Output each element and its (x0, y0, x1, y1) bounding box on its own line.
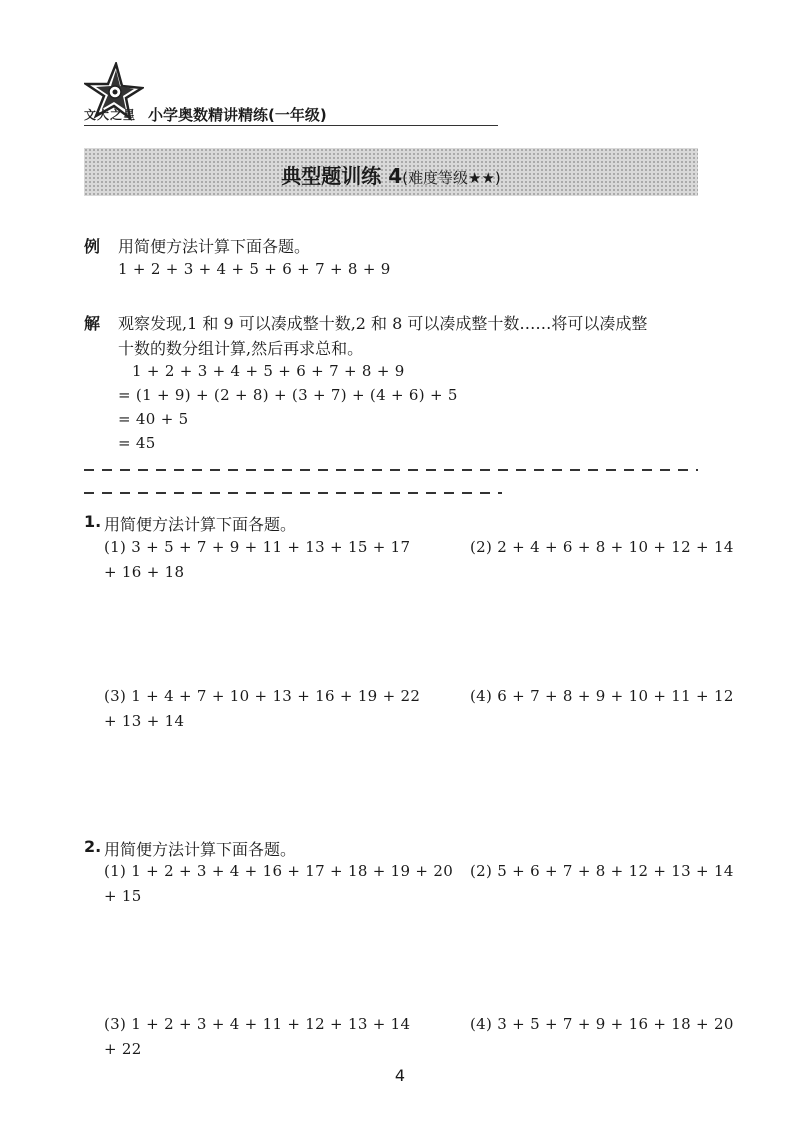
difficulty-level: (难度等级★★) (402, 169, 501, 187)
banner-title: 典型题训练 4 (281, 164, 403, 188)
solution-step: = 45 (118, 434, 156, 452)
question-1-number: 1. (84, 512, 102, 531)
book-title: 小学奥数精讲精练(一年级) (148, 106, 327, 124)
q1-problem-3-cont: + 13 + 14 (104, 712, 185, 730)
question-2-prompt: 用简便方法计算下面各题。 (104, 840, 297, 859)
example-question: 用简便方法计算下面各题。 (118, 237, 311, 256)
example-expression: 1 + 2 + 3 + 4 + 5 + 6 + 7 + 8 + 9 (118, 260, 391, 278)
question-1-prompt: 用简便方法计算下面各题。 (104, 515, 297, 534)
section-banner (84, 148, 698, 196)
q2-problem-4: (4) 3 + 5 + 7 + 9 + 16 + 18 + 20 (470, 1015, 734, 1033)
solution-step: = 40 + 5 (118, 410, 189, 428)
q1-problem-1-cont: + 16 + 18 (104, 563, 185, 581)
q2-problem-3-cont: + 22 (104, 1040, 142, 1058)
q1-problem-2: (2) 2 + 4 + 6 + 8 + 10 + 12 + 14 (470, 538, 734, 556)
q2-problem-2: (2) 5 + 6 + 7 + 8 + 12 + 13 + 14 (470, 862, 734, 880)
solution-step: = (1 + 9) + (2 + 8) + (3 + 7) + (4 + 6) + 5 (118, 386, 458, 404)
solution-line-2: 十数的数分组计算,然后再求总和。 (118, 339, 364, 358)
q1-problem-1: (1) 3 + 5 + 7 + 9 + 11 + 13 + 15 + 17 (104, 538, 411, 556)
header-rule (84, 125, 498, 126)
page-number: 4 (394, 1066, 406, 1085)
solution-line-1: 观察发现,1 和 9 可以凑成整十数,2 和 8 可以凑成整十数……将可以凑成整 (118, 314, 648, 333)
solution-label: 解 (84, 314, 101, 333)
solution-step: 1 + 2 + 3 + 4 + 5 + 6 + 7 + 8 + 9 (132, 362, 405, 380)
q2-problem-3: (3) 1 + 2 + 3 + 4 + 11 + 12 + 13 + 14 (104, 1015, 411, 1033)
q2-problem-1-cont: + 15 (104, 887, 142, 905)
brand-name: 文大之星 (84, 108, 137, 122)
q1-problem-4: (4) 6 + 7 + 8 + 9 + 10 + 11 + 12 (470, 687, 734, 705)
cut-line (84, 469, 698, 471)
q1-problem-3: (3) 1 + 4 + 7 + 10 + 13 + 16 + 19 + 22 (104, 687, 421, 705)
cut-line (84, 492, 502, 494)
example-label: 例 (84, 237, 101, 256)
question-2-number: 2. (84, 837, 102, 856)
banner-title-row (84, 160, 698, 189)
q2-problem-1: (1) 1 + 2 + 3 + 4 + 16 + 17 + 18 + 19 + 20 (104, 862, 454, 880)
